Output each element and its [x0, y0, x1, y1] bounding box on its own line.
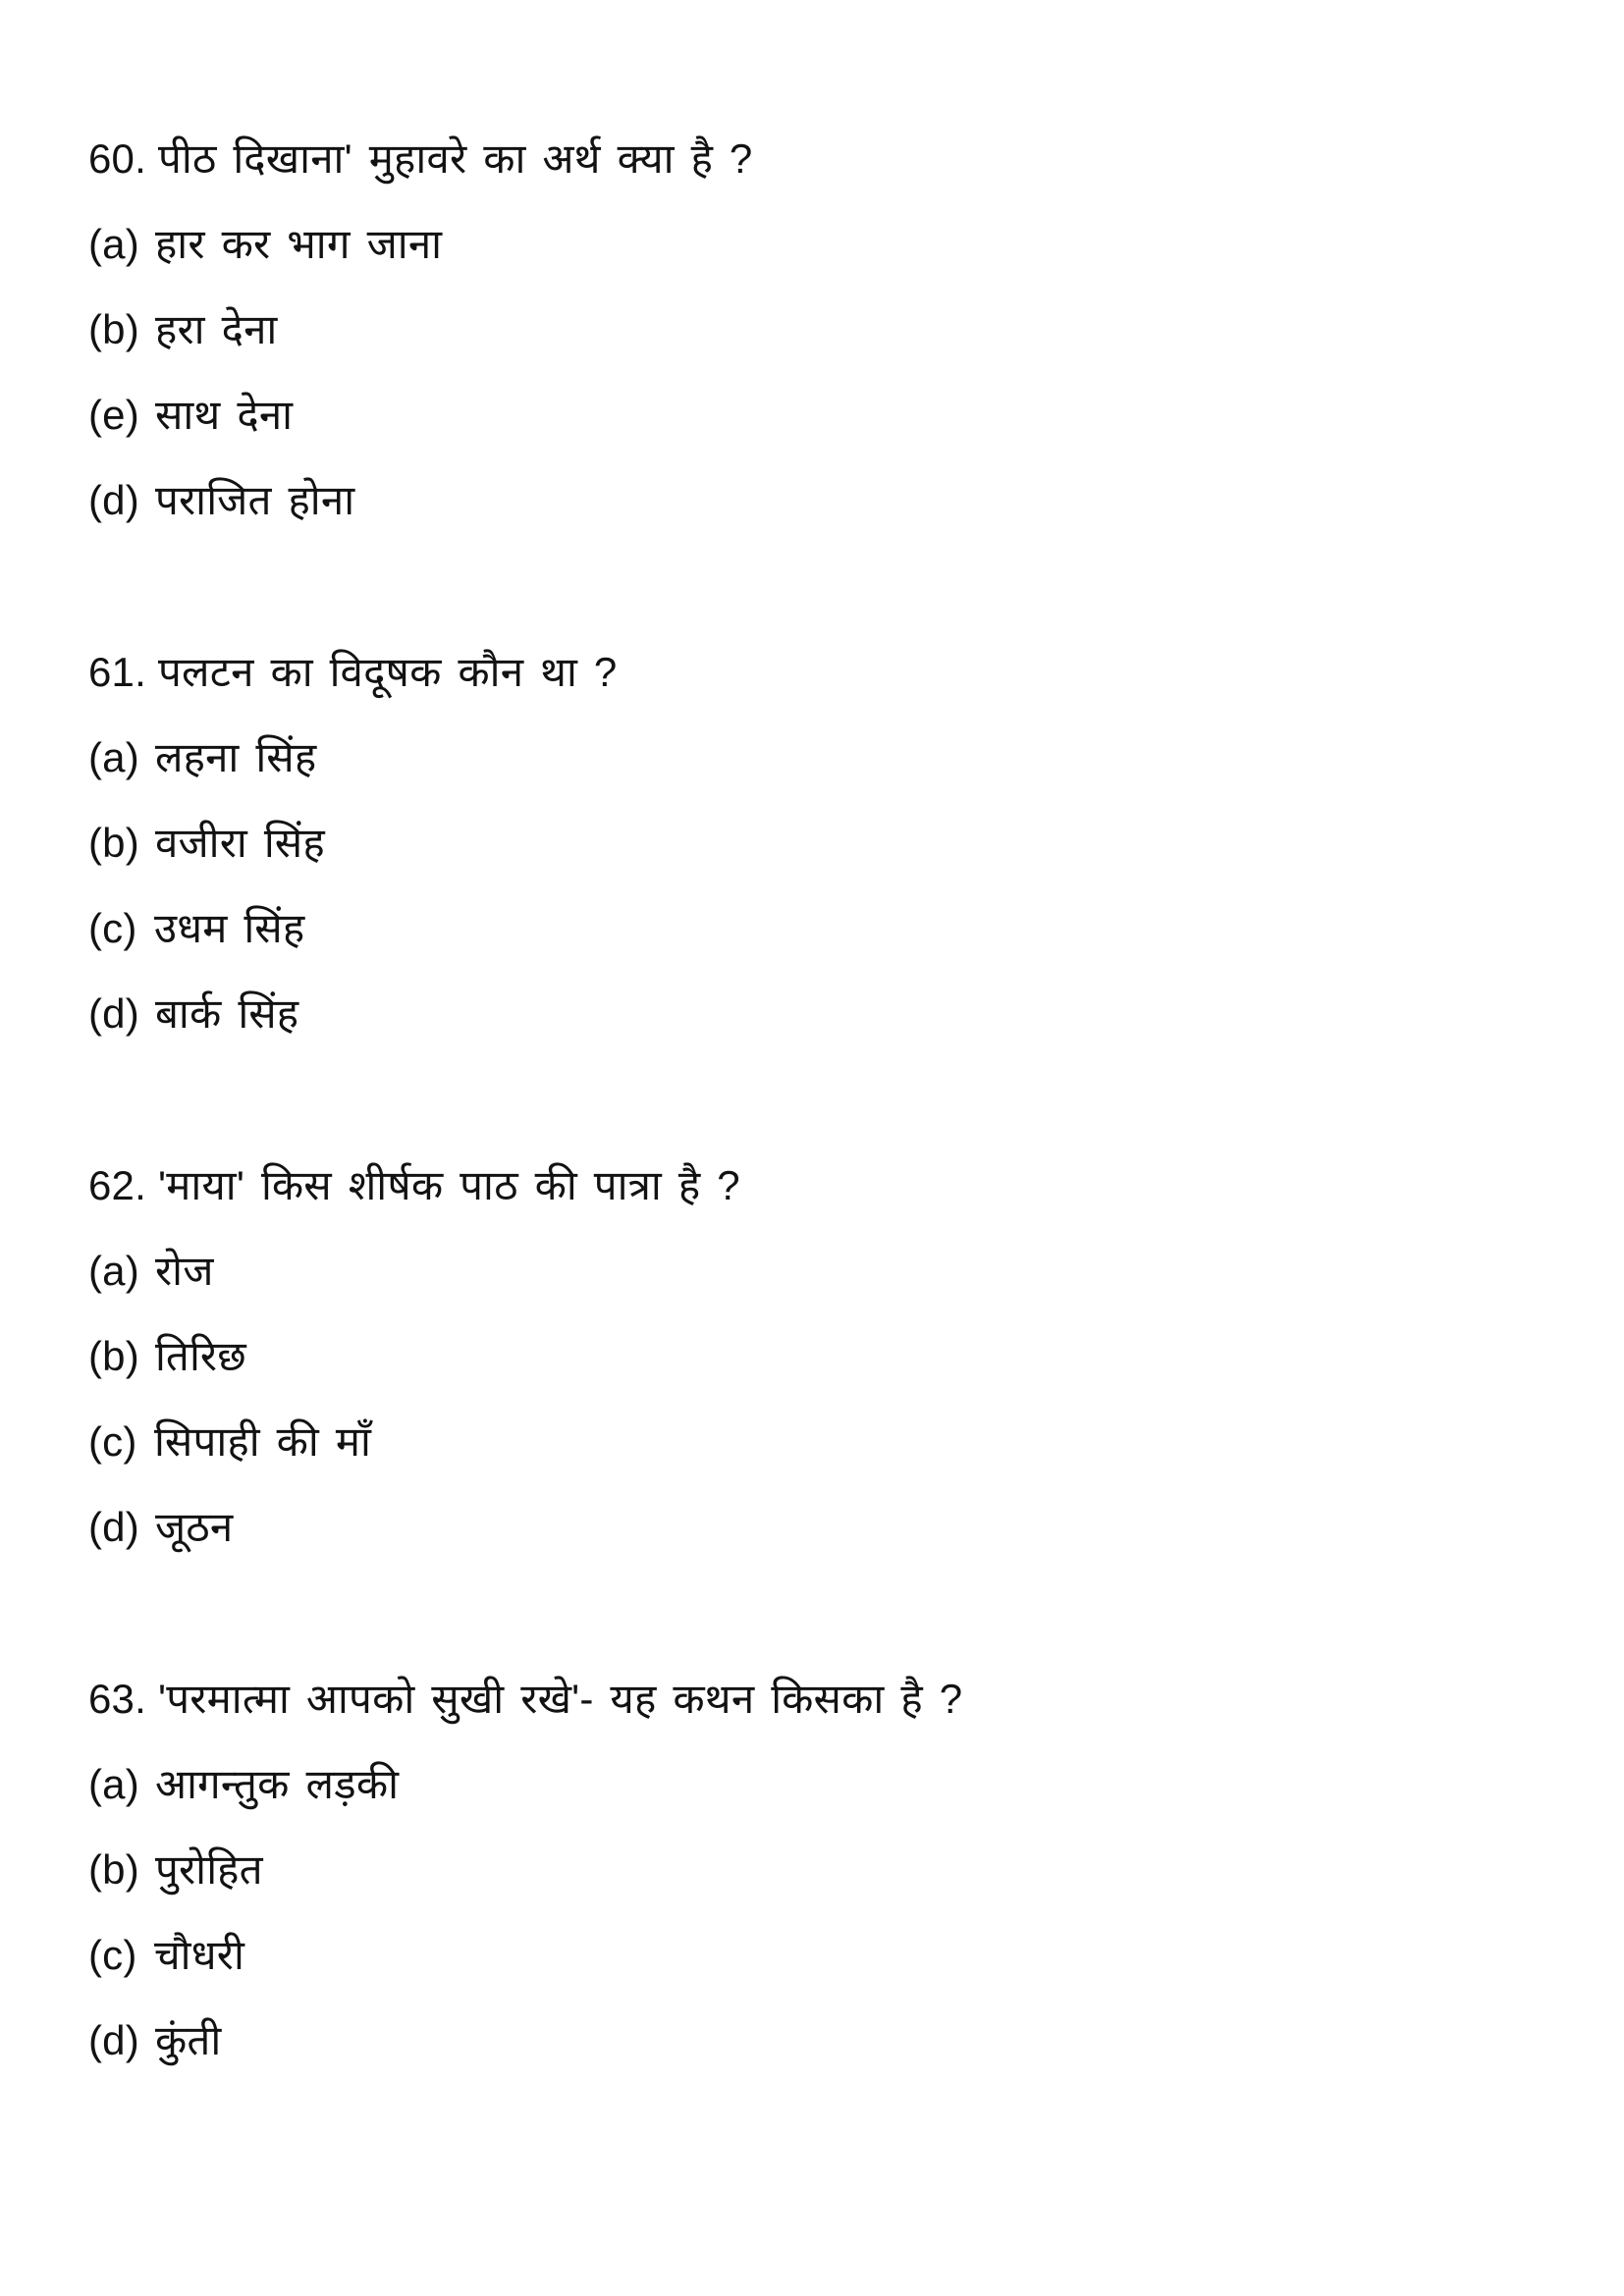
question-block-60 — [88, 116, 1585, 543]
option-line — [88, 1827, 1585, 1912]
question-line — [88, 1656, 1585, 1741]
option-label-63-b: (b) — [88, 1846, 139, 1893]
option-label-60-b: (b) — [88, 306, 139, 352]
option-line — [88, 800, 1585, 885]
option-text-60-a: हार कर भाग जाना — [154, 221, 443, 267]
option-text-62-a: रोज — [154, 1248, 214, 1294]
question-text: 'माया' किस शीर्षक पाठ की पात्रा है ? — [158, 1162, 740, 1208]
option-text-61-b: वजीरा सिंह — [154, 820, 325, 866]
option-label-62-c: (c) — [88, 1418, 137, 1465]
option-label-61-d: (d) — [88, 990, 139, 1037]
option-label-63-a: (a) — [88, 1761, 139, 1807]
option-label-60-e: (e) — [88, 392, 139, 438]
option-label-61-a: (a) — [88, 734, 139, 780]
option-text-61-a: लहना सिंह — [154, 734, 317, 780]
option-line — [88, 1228, 1585, 1313]
question-block-62 — [88, 1143, 1585, 1570]
option-line — [88, 1912, 1585, 1998]
option-label-60-d: (d) — [88, 477, 139, 523]
option-text-60-d: पराजित होना — [154, 477, 355, 523]
option-label-61-c: (c) — [88, 905, 137, 951]
option-line — [88, 885, 1585, 971]
option-text-62-b: तिरिछ — [154, 1333, 246, 1379]
option-text-61-d: बार्क सिंह — [154, 990, 299, 1037]
option-text-63-b: पुरोहित — [154, 1846, 263, 1893]
option-label-62-d: (d) — [88, 1504, 139, 1550]
option-label-63-d: (d) — [88, 2017, 139, 2063]
option-text-63-a: आगन्तुक लड़की — [154, 1761, 400, 1807]
option-text-63-d: कुंती — [154, 2017, 222, 2063]
question-text: पलटन का विदूषक कौन था ? — [158, 649, 618, 695]
option-line — [88, 1998, 1585, 2083]
question-block-63 — [88, 1656, 1585, 2083]
question-text: 'परमात्मा आपको सुखी रखे'- यह कथन किसका है ? — [158, 1676, 963, 1722]
option-line — [88, 287, 1585, 372]
option-text-62-d: जूठन — [154, 1504, 234, 1550]
question-line — [88, 1143, 1585, 1228]
option-line — [88, 201, 1585, 287]
question-number: 63. — [88, 1676, 146, 1722]
option-text-61-c: उधम सिंह — [154, 905, 305, 951]
option-label-62-a: (a) — [88, 1248, 139, 1294]
option-text-62-c: सिपाही की माँ — [154, 1418, 372, 1465]
option-text-60-e: साथ देना — [154, 392, 294, 438]
option-label-62-b: (b) — [88, 1333, 139, 1379]
question-text: पीठ दिखाना' मुहावरे का अर्थ क्या है ? — [158, 135, 753, 182]
option-line — [88, 1313, 1585, 1399]
option-text-63-c: चौधरी — [154, 1932, 245, 1978]
question-number: 62. — [88, 1162, 146, 1208]
option-label-60-a: (a) — [88, 221, 139, 267]
option-text-60-b: हरा देना — [154, 306, 278, 352]
option-line — [88, 715, 1585, 800]
option-line — [88, 372, 1585, 457]
option-line — [88, 457, 1585, 543]
question-number: 60. — [88, 135, 146, 182]
option-line — [88, 1741, 1585, 1827]
option-label-61-b: (b) — [88, 820, 139, 866]
question-line — [88, 629, 1585, 715]
option-line — [88, 971, 1585, 1056]
option-line — [88, 1399, 1585, 1484]
option-label-63-c: (c) — [88, 1932, 137, 1978]
question-number: 61. — [88, 649, 146, 695]
question-block-61 — [88, 629, 1585, 1056]
question-line — [88, 116, 1585, 201]
option-line — [88, 1484, 1585, 1570]
